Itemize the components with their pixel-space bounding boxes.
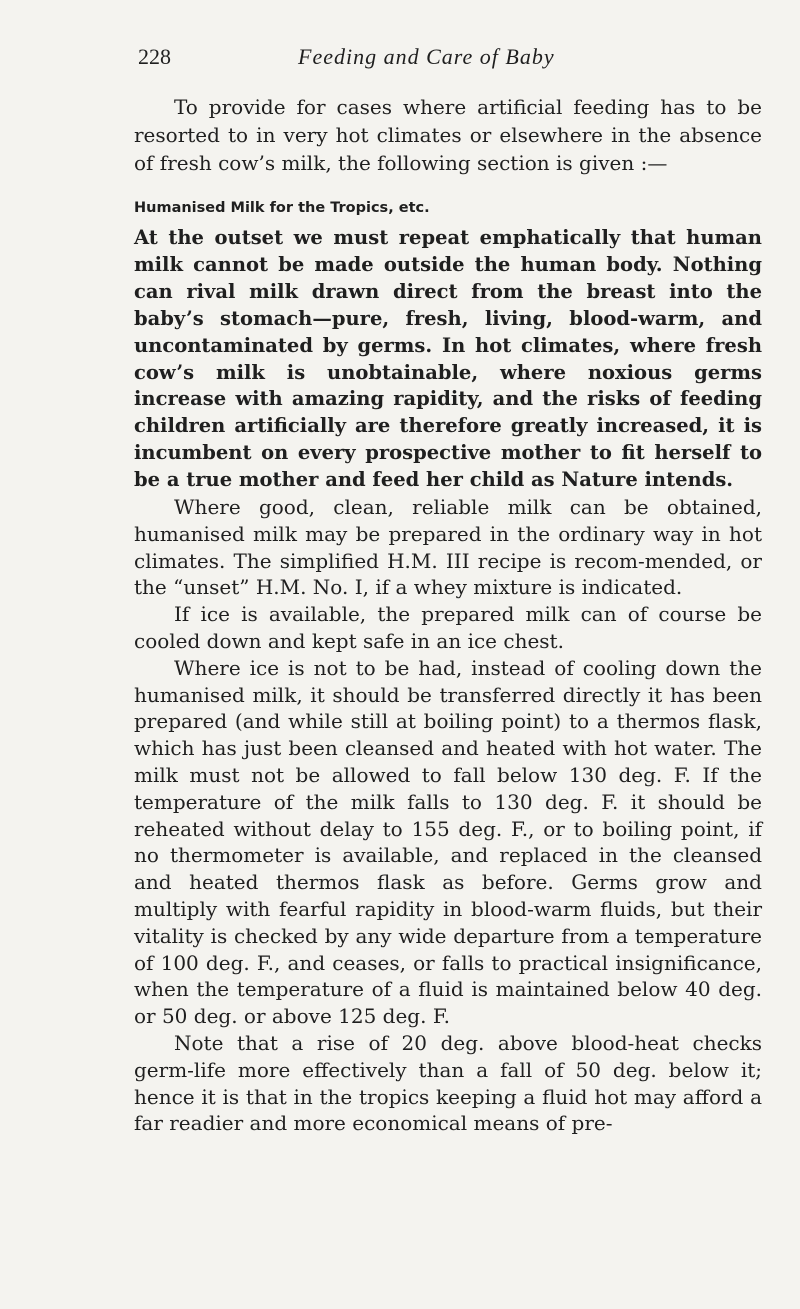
paragraph-thermos: Where ice is not to be had, instead of cooling down the humanised milk, it should be transferred directly it has been prepared (and while still at boiling point) to a thermos flask, which has just been cleansed and heated with hot water. The milk must not be allowed to fall below 130 deg. F. If the temperature of the milk falls to 130 deg. F. it should be reheated without delay to 155 deg. F., or to boiling point, if no thermometer is available, and replaced in the cleansed and heated thermos flask as before. Germs grow and multiply with fearful rapidity in blood-warm fluids, but their vitality is checked by any wide departure from a temperature of 100 deg. F., and ceases, or falls to practical insignificance, when the temperature of a fluid is maintained below 40 deg. or 50 deg. or above 125 deg. F.: [134, 655, 762, 1029]
body-text: [134, 93, 762, 1137]
paragraph-ice: If ice is available, the prepared milk can of course be cooled down and kept safe in an ice chest.: [134, 602, 762, 654]
paragraph-note: Note that a rise of 20 deg. above blood-heat checks germ-life more effectively than a fall of 50 deg. below it; hence it is that in the tropics keeping a fluid hot may afford a far readier and more economical means of pre-: [134, 1031, 762, 1136]
page-number: 228: [138, 44, 171, 69]
running-title: Feeding and Care of Baby: [298, 44, 555, 69]
intro-paragraph: To provide for cases where artificial feeding has to be resorted to in very hot climates or elsewhere in the absence of fresh cow’s milk, the following section is given :—: [134, 95, 762, 175]
emphasis-paragraph: At the outset we must repeat emphatically that human milk cannot be made outside the human body. Nothing can rival milk drawn direct from the breast into the baby’s stomach—pure, fresh, living, blood-warm, and uncontaminated by germs. In hot climates, where fresh cow’s milk is unobtainable, where noxious germs increase with amazing rapidity, and the risks of feeding children artificially are therefore greatly increased, it is incumbent on every prospective mother to fit herself to be a true mother and feed her child as Nature intends.: [134, 226, 762, 492]
running-head: [138, 44, 638, 74]
section-heading: Humanised Milk for the Tropics, etc.: [134, 200, 430, 216]
paragraph-good-milk: Where good, clean, reliable milk can be obtained, humanised milk may be prepared in the ordinary way in hot climates. The simplified H.M. III recipe is recom-mended, or the “unset” H.M. No. I, if a whey mixture is indicated.: [134, 495, 762, 600]
